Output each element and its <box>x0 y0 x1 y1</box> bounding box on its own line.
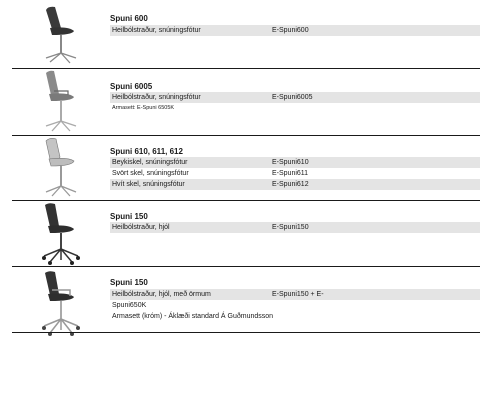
row-code: E-Spuni611 <box>272 170 309 177</box>
divider <box>12 135 480 136</box>
product-row <box>110 289 480 300</box>
chair-image-spuni-150 <box>28 202 98 266</box>
chair-image-spuni-6005 <box>28 70 98 134</box>
divider <box>12 266 480 267</box>
row-description: Heilbólstraður, snúningsfótur <box>112 94 201 101</box>
product-title: Spuni 6005 <box>110 82 153 91</box>
product-row <box>110 25 480 36</box>
divider <box>12 332 480 333</box>
chair-image-spuni-150-arms <box>28 268 98 338</box>
row-description: Hvít skel, snúningsfótur <box>112 181 185 188</box>
row-description: Heilbólstraður, hjól <box>112 224 170 231</box>
product-row <box>110 222 480 233</box>
row-description: Heilbólstraður, hjól, með örmum <box>112 291 211 298</box>
chair-image-spuni-600 <box>28 4 98 66</box>
product-note: Armasett: E-Spuni 6505K <box>112 105 175 111</box>
divider <box>12 200 480 201</box>
chair-image-spuni-610 <box>28 137 98 199</box>
row-code: E-Spuni6005 <box>272 94 313 101</box>
row-code: E-Spuni612 <box>272 181 309 188</box>
row-code: E-Spuni150 + E- <box>272 291 324 298</box>
row-code: E-Spuni610 <box>272 159 309 166</box>
divider <box>12 68 480 69</box>
product-title: Spuni 600 <box>110 14 148 23</box>
product-note: Armasett (króm) - Áklæði standard Á Guðmundsson <box>112 313 274 320</box>
product-note: Spuni650K <box>112 302 147 309</box>
row-description: Heilbólstraður, snúningsfótur <box>112 27 201 34</box>
product-row <box>110 179 480 190</box>
row-description: Beykiskel, snúningsfótur <box>112 159 188 166</box>
product-row <box>110 168 480 179</box>
row-description: Svört skel, snúningsfótur <box>112 170 189 177</box>
product-row <box>110 92 480 103</box>
row-code: E-Spuni150 <box>272 224 309 231</box>
product-title: Spuni 150 <box>110 278 148 287</box>
product-row <box>110 157 480 168</box>
product-title: Spuni 610, 611, 612 <box>110 147 183 156</box>
row-code: E-Spuni600 <box>272 27 309 34</box>
product-title: Spuni 150 <box>110 212 148 221</box>
